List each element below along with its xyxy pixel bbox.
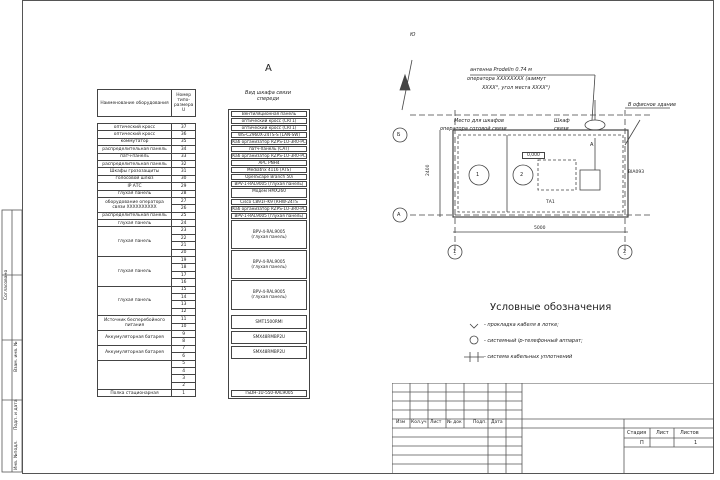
room-1-label: 1 <box>476 172 480 178</box>
side-stamp-strip <box>0 200 22 474</box>
rack-ups: SMT1500RMI <box>231 315 307 329</box>
rack-blank-panel-3 <box>231 280 307 310</box>
row-number: 33 <box>172 153 196 160</box>
rack-blank-panel-1 <box>231 220 307 249</box>
table-row: Источник бесперебойного питания <box>98 316 172 331</box>
tb-col-list: Лист <box>430 420 442 425</box>
row-number: 19 <box>172 257 196 264</box>
dim-height: 2400 <box>426 164 431 176</box>
tb-sheets-value: 1 <box>694 440 698 446</box>
rack-unit: APC PNH4 <box>231 160 307 166</box>
row-number: 27 <box>172 197 196 204</box>
row-number: 21 <box>172 242 196 249</box>
legend-item: - система кабельных уплотнений <box>484 354 573 360</box>
north-label: Ю <box>410 32 416 38</box>
row-number: 3 <box>172 375 196 382</box>
legend-item: - системный ip-телефонный аппарат; <box>484 338 583 344</box>
tb-col-koluch: Кол.уч <box>411 420 427 425</box>
panel-model: BPV-4-RAL9005 <box>252 228 286 234</box>
axis-b-label: Б <box>397 132 401 138</box>
row-number: 25 <box>172 212 196 219</box>
table-row: глухая панель <box>98 190 172 197</box>
tb-stage-header: Стадия <box>627 430 647 436</box>
table-row: Полка стационарная <box>98 390 172 397</box>
panel-desc: (глухая панель) <box>251 263 287 269</box>
row-number: 2 <box>172 382 196 389</box>
tb-stage-value: П <box>640 440 644 446</box>
rack-unit: OpenScape Branch 50i <box>231 174 307 180</box>
rack-front-view <box>228 109 310 399</box>
tb-sheet-header: Лист <box>656 430 669 436</box>
cabinet-place-label-1: Место для шкафов <box>454 118 504 124</box>
panel-model: BPV-4-RAL9005 <box>252 289 286 295</box>
tb-col-ndoc: № док <box>447 420 462 425</box>
row-number: 4 <box>172 367 196 374</box>
room-2-label: 2 <box>520 172 524 178</box>
level-mark: 0,000 <box>522 152 545 159</box>
table-row-empty <box>98 360 172 390</box>
row-number: 28 <box>172 190 196 197</box>
rack-unit: Каб организатор RZPS-1U-3R0-PC <box>232 153 306 158</box>
row-number: 31 <box>172 168 196 175</box>
rack-section-mark: А <box>265 63 272 74</box>
row-number: 5 <box>172 360 196 367</box>
row-number: 20 <box>172 249 196 256</box>
rack-unit: патч-панель (CAT) <box>231 146 307 152</box>
rack-unit: Каб организатор RZPS-1U-3R0-PC <box>232 206 306 211</box>
table-row: коммутатор <box>98 138 172 145</box>
cabinet-place-label-2: оператора сотовой связи <box>440 126 507 132</box>
tb-sheets-header: Листов <box>680 430 699 436</box>
row-number: 18 <box>172 264 196 271</box>
row-number: 36 <box>172 131 196 138</box>
stamp-agreed: Согласовано <box>4 269 9 300</box>
row-number: 32 <box>172 160 196 167</box>
ip-phone-icon <box>470 336 478 344</box>
tb-col-date: Дата <box>491 420 503 425</box>
table-row: Аккумуляторная батарея <box>98 330 172 345</box>
panel-desc: (глухая панель) <box>251 233 287 239</box>
stamp-replaced: Взам. инв. № <box>14 341 19 372</box>
row-number: 1 <box>172 390 196 397</box>
row-number: 6 <box>172 353 196 360</box>
bia-label: BIA093 <box>628 170 645 175</box>
cable-tray-icon <box>470 324 478 328</box>
table-row: оборудование оператора связи XXXXXXXXXX <box>98 197 172 212</box>
row-number: 35 <box>172 138 196 145</box>
rack-battery-1: SMX48RMBP2U <box>231 331 307 344</box>
rack-unit: BPV-1-RAL9005 (глухая панель) <box>231 213 307 219</box>
table-row: распределительная панель <box>98 146 172 153</box>
row-number: 16 <box>172 279 196 286</box>
table-row: Аккумуляторная батарея <box>98 345 172 360</box>
cabinet-label-2: связи <box>554 126 569 132</box>
header-number: Номер типо-размера U <box>172 90 196 117</box>
cabinet-label-1: Шкаф <box>554 118 570 124</box>
rack-unit: Mediatrix 4116 (ATS) <box>231 167 307 173</box>
rack-unit: оптический кросс (CRT1) <box>231 125 307 131</box>
rack-unit: Cisco C891F-K9 (RHW-24TS <box>231 199 307 205</box>
row-number: 12 <box>172 308 196 315</box>
axis-2-label: 2 <box>623 249 627 255</box>
rack-unit: Модем HMX260 <box>231 188 307 198</box>
equipment-table <box>97 89 196 397</box>
row-number: 24 <box>172 220 196 227</box>
axis-a-label: А <box>397 212 401 218</box>
row-number: 30 <box>172 175 196 182</box>
antenna-label-3: XXXX°, угол места XXXX°) <box>482 85 551 91</box>
table-row: оптический кросс <box>98 131 172 138</box>
legend-title: Условные обозначения <box>490 302 612 313</box>
antenna-label-1: антенна Prodelin 0.74 м <box>470 67 532 73</box>
rack-unit: Каб организатор RZPS-1U-3R0-PC <box>232 139 306 144</box>
rack-unit: BPV-1-RAL9005 (глухая панель) <box>231 181 307 187</box>
table-row: оптический кросс <box>98 124 172 131</box>
rack-unit: WS-C2960X-24TS-S (LAN-SW) <box>231 132 307 138</box>
axis-1-label: 1 <box>453 249 457 255</box>
row-number: 14 <box>172 293 196 300</box>
plan-section-mark: А <box>590 142 594 148</box>
rack-blank-panel-2 <box>231 250 307 279</box>
office-building-label: В офисное здание <box>628 102 677 108</box>
table-row: патч-панель <box>98 153 172 160</box>
dim-width: 5000 <box>534 226 546 231</box>
row-number: 11 <box>172 316 196 323</box>
table-row: глухая панель <box>98 220 172 227</box>
phone-ta1-label: ТА1 <box>546 200 555 205</box>
row-number: 23 <box>172 227 196 234</box>
table-row: глухая панель <box>98 257 172 287</box>
stamp-inv: Инв. №подл. <box>14 440 19 470</box>
row-number: 17 <box>172 271 196 278</box>
header-name: Наименование оборудования <box>98 90 172 117</box>
table-row: глухая панель <box>98 286 172 316</box>
rack-unit: Вентиляционная панель <box>231 111 307 117</box>
row-number: 29 <box>172 183 196 190</box>
rack-title: Вид шкафа связи спереди <box>245 90 291 102</box>
panel-model: BPV-4-RAL9005 <box>252 258 286 264</box>
table-row: Шкафы грозозащиты <box>98 168 172 175</box>
tb-col-izm: Изм <box>396 420 406 425</box>
floor-plan <box>380 20 710 270</box>
antenna-label-2: оператора XXXXXXXX (азимут <box>467 76 546 82</box>
table-row: голосовой шлюз <box>98 175 172 182</box>
table-row: распределительная панель <box>98 212 172 219</box>
row-number: 8 <box>172 338 196 345</box>
row-number: 34 <box>172 146 196 153</box>
panel-desc: (глухая панель) <box>251 294 287 299</box>
title-block <box>392 383 714 474</box>
rack-shelf: TSDH-1U-550-RAL9005 <box>231 390 307 397</box>
row-number: 15 <box>172 286 196 293</box>
row-number: 22 <box>172 234 196 241</box>
row-number: 10 <box>172 323 196 330</box>
row-number: 9 <box>172 330 196 337</box>
row-number: 13 <box>172 301 196 308</box>
table-row: глухая панель <box>98 227 172 257</box>
table-row: IP АТС <box>98 183 172 190</box>
rack-battery-2: SMX48RMBP2U <box>231 346 307 359</box>
rack-unit: оптический кросс (CRT1) <box>231 118 307 124</box>
stamp-sign-date: Подп. и дата <box>14 399 19 430</box>
row-number: 37 <box>172 124 196 131</box>
table-row: распределительная панель <box>98 160 172 167</box>
legend-item: - прокладка кабеля в лотке; <box>484 322 559 328</box>
row-number: 7 <box>172 345 196 352</box>
row-number: 26 <box>172 205 196 212</box>
tb-col-sign: Подп. <box>473 420 487 425</box>
